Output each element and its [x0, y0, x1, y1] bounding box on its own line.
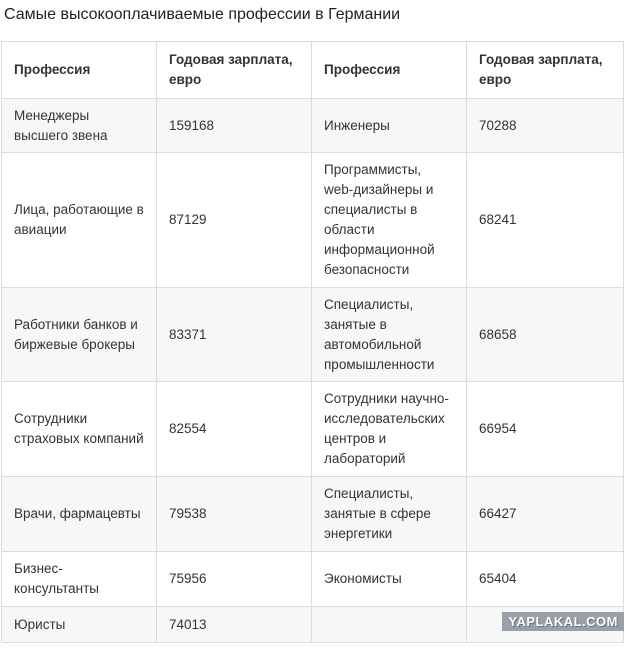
watermark-logo: YAPLAKAL.COM: [502, 612, 624, 631]
cell-profession: Экономисты: [312, 552, 467, 607]
cell-salary: 75956: [157, 552, 312, 607]
table-header-row: [2, 42, 624, 99]
cell-salary: 68241: [467, 153, 624, 288]
cell-salary: 83371: [157, 288, 312, 382]
cell-salary: 87129: [157, 153, 312, 288]
cell-profession: Бизнес-консультанты: [2, 552, 157, 607]
table-row: [2, 99, 624, 153]
cell-profession: Врачи, фармацевты: [2, 477, 157, 552]
cell-profession: [312, 607, 467, 643]
cell-salary: 66954: [467, 382, 624, 477]
header-profession-1: Профессия: [2, 42, 157, 99]
cell-profession: Инженеры: [312, 99, 467, 153]
header-profession-2: Профессия: [312, 42, 467, 99]
cell-profession: Специалисты, занятые в автомобильной промышленности: [312, 288, 467, 382]
salary-table: [1, 41, 624, 643]
cell-salary: 74013: [157, 607, 312, 643]
header-salary-2: Годовая зарплата, евро: [467, 42, 624, 99]
cell-profession: Программисты, web-дизайнеры и специалисты в области информационной безопасности: [312, 153, 467, 288]
cell-salary: 65404: [467, 552, 624, 607]
cell-profession: Работники банков и биржевые брокеры: [2, 288, 157, 382]
page-title: Самые высокооплачиваемые профессии в Германии: [4, 6, 401, 23]
cell-profession: Сотрудники страховых компаний: [2, 382, 157, 477]
table-row: [2, 552, 624, 607]
cell-salary: 70288: [467, 99, 624, 153]
table-row: [2, 288, 624, 382]
cell-profession: Менеджеры высшего звена: [2, 99, 157, 153]
cell-salary: 79538: [157, 477, 312, 552]
cell-profession: Лица, работающие в авиации: [2, 153, 157, 288]
cell-profession: Специалисты, занятые в сфере энергетики: [312, 477, 467, 552]
table-row: [2, 153, 624, 288]
table-row: [2, 382, 624, 477]
table-row: [2, 477, 624, 552]
header-salary-1: Годовая зарплата, евро: [157, 42, 312, 99]
cell-profession: Сотрудники научно-исследовательских центров и лабораторий: [312, 382, 467, 477]
cell-salary: 159168: [157, 99, 312, 153]
cell-salary: 66427: [467, 477, 624, 552]
cell-salary: 82554: [157, 382, 312, 477]
cell-profession: Юристы: [2, 607, 157, 643]
cell-salary: 68658: [467, 288, 624, 382]
